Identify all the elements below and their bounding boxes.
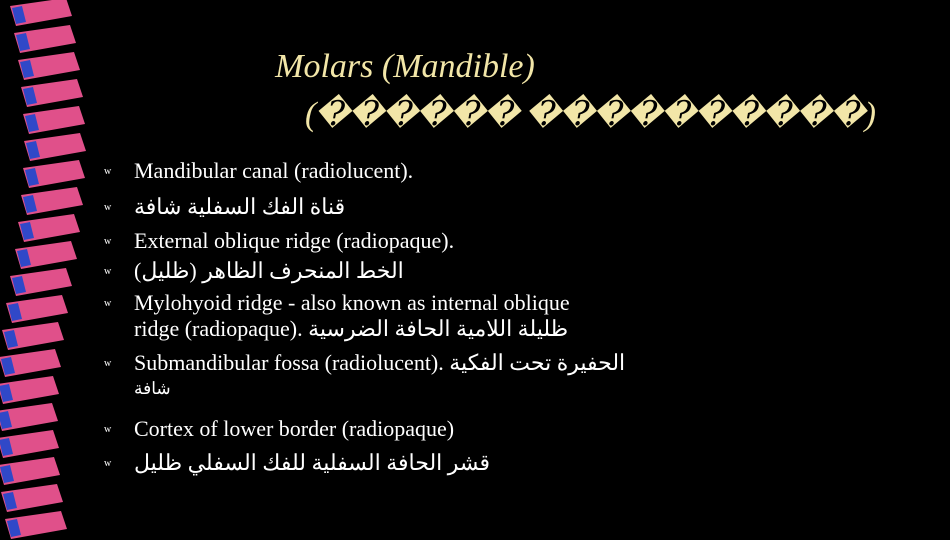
slide-title-arabic-garbled: (������ ����������) [305,96,875,133]
bullet-icon: w [104,458,112,469]
bullet-icon: w [104,358,112,369]
item-text-line2: شافة [134,379,171,398]
bullet-icon: w [104,166,112,177]
bullet-icon: w [104,266,112,277]
bullet-icon: w [104,202,112,213]
item-text: Mylohyoid ridge - also known as internal oblique [134,290,570,315]
item-text-line2: ridge (radiopaque). ظليلة اللامية الحافة الضرسية [134,316,569,341]
slide-title: Molars (Mandible) [275,48,535,85]
item-text: Mandibular canal (radiolucent). [134,158,414,183]
bullet-icon: w [104,236,112,247]
item-text: Cortex of lower border (radiopaque) [134,416,455,441]
bullet-icon: w [104,424,112,435]
item-text: External oblique ridge (radiopaque). [134,228,455,253]
item-text: الخط المنحرف الظاهر (ظليل) [134,258,404,283]
item-text: قناة الفك السفلية شافة [134,194,346,219]
bullet-icon: w [104,298,112,309]
item-text: Submandibular fossa (radiolucent). الحفيرة تحت الفكية [134,350,626,375]
item-text: قشر الحافة السفلية للفك السفلي ظليل [134,450,491,475]
